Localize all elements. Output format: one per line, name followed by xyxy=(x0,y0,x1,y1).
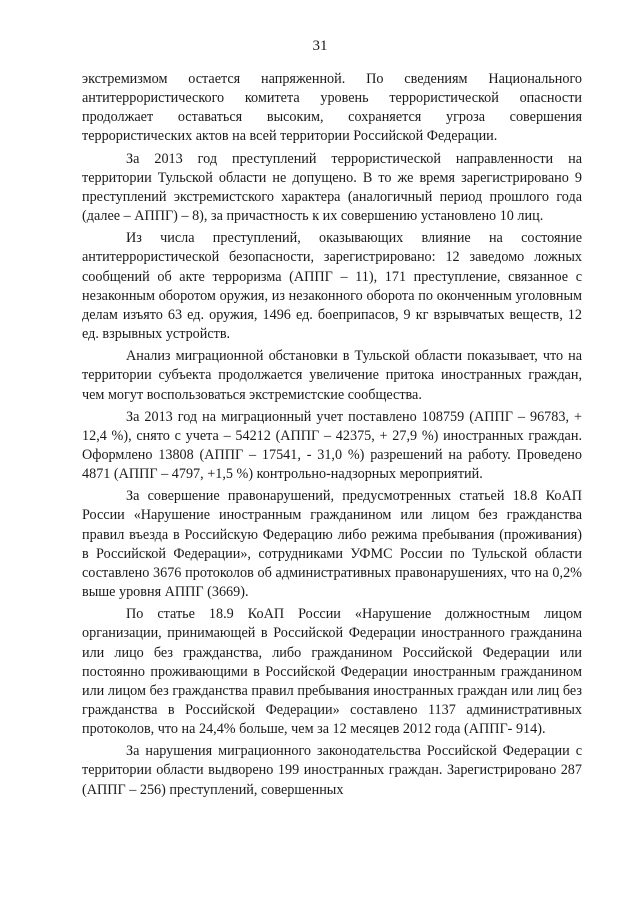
page-number: 31 xyxy=(312,38,328,54)
paragraph-migration-registration: За 2013 год на миграционный учет поставлено 108759 (АППГ – 96783, + 12,4 %), снято с учета – 54212 (АППГ – 42375, + 27,9 %) иностранных граждан. Оформлено 13808 (АППГ – 17541, - 31,0 %) разрешений на работу. Проведено 4871 (АППГ – 4797, +1,5 %) контрольно-надзорных мероприятий. xyxy=(82,408,582,483)
paragraph-migration-analysis: Анализ миграционной обстановки в Тульской области показывает, что на территории субъекта продолжается увеличение притока иностранных граждан, чем могут воспользоваться экстремистские сообщества. xyxy=(82,348,582,403)
document-body xyxy=(82,70,582,803)
paragraph-article-18-9: По статье 18.9 КоАП России «Нарушение должностным лицом организации, принимающей в Российской Федерации иностранного гражданина или лицо без гражданства, либо гражданином Российской Федерации или постоянно проживающими в Российской Федерации иностранным гражданином или лицом без гражданства правил пребывания иностранных граждан или лиц без гражданства в Российской Федерации» составлено 1137 административных протоколов, что на 24,4% больше, чем за 12 месяцев 2012 года (АППГ- 914). xyxy=(82,606,582,738)
paragraph-article-18-8: За совершение правонарушений, предусмотренных статьей 18.8 КоАП России «Нарушение иностранным гражданином или лицом без гражданства правил въезда в Российскую Федерацию либо режима пребывания (проживания) в Российской Федерации», сотрудниками УФМС России по Тульской области составлено 3676 протоколов об административных правонарушениях, что на 0,2% выше уровня АППГ (3669). xyxy=(82,488,582,601)
paragraph-deportation: За нарушения миграционного законодательства Российской Федерации с территории области выдворено 199 иностранных граждан. Зарегистрировано 287 (АППГ – 256) преступлений, совершенных xyxy=(82,743,582,798)
paragraph-terrorism-crimes: За 2013 год преступлений террористической направленности на территории Тульской области не допущено. В то же время зарегистрировано 9 преступлений экстремистского характера (аналогичный период прошлого года (далее – АППГ) – 8), за причастность к их совершению установлено 10 лиц. xyxy=(82,150,582,225)
paragraph-antiterror-security: Из числа преступлений, оказывающих влияние на состояние антитеррористической безопасности, зарегистрировано: 12 заведомо ложных сообщений об акте терроризма (АППГ – 11), 171 преступление, связанное с незаконным оборотом оружия, из незаконного оборота по оконченным уголовным делам изъято 63 ед. оружия, 1496 ед. боеприпасов, 9 кг взрывчатых веществ, 12 ед. взрывных устройств. xyxy=(82,230,582,343)
paragraph-continuation: экстремизмом остается напряженной. По сведениям Национального антитеррористического комитета уровень террористической опасности продолжает оставаться высоким, сохраняется угроза совершения террористических актов на всей территории Российской Федерации. xyxy=(82,71,582,145)
